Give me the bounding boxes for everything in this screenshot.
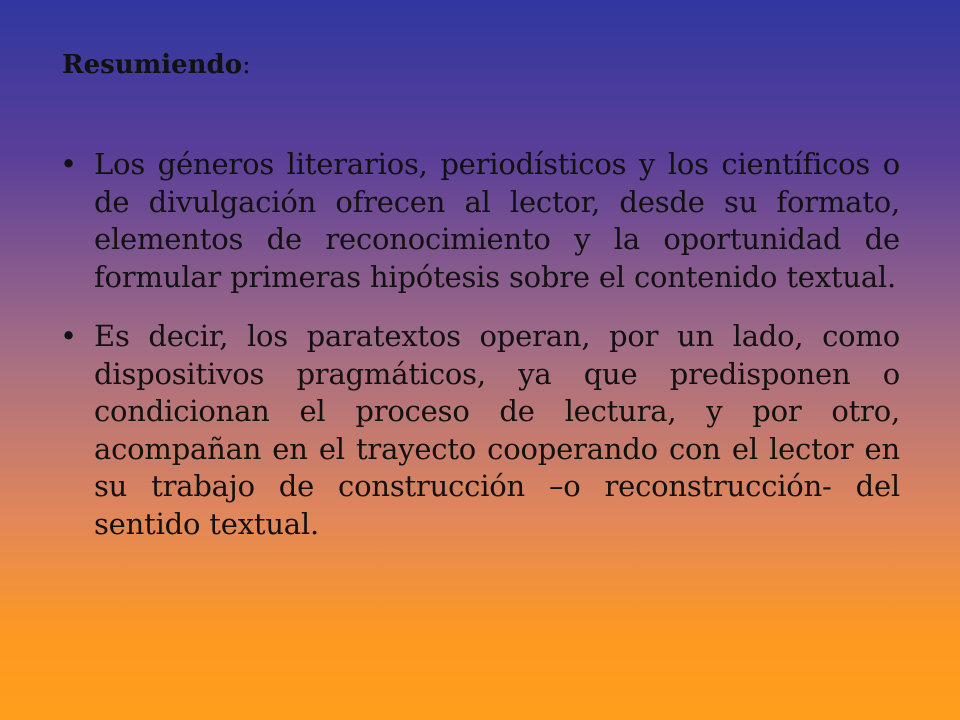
bullet-text: Los géneros literarios, periodísticos y los científicos o de divulgación ofrecen al lector, desde su formato, elementos de reconocimiento y la oportunidad de formular primeras hipótesis sobre el contenido textual.	[94, 147, 900, 294]
bullet-item-1	[60, 146, 900, 296]
heading-word: Resumiendo	[62, 50, 243, 80]
bullet-marker: •	[60, 147, 77, 181]
bullet-list	[60, 146, 900, 565]
bullet-text: Es decir, los paratextos operan, por un lado, como dispositivos pragmáticos, ya que predisponen o condicionan el proceso de lectura, y por otro, acompañan en el trayecto cooperando con el lector en su trabajo de construcción –o reconstrucción- del sentido textual.	[94, 319, 900, 541]
bullet-marker: •	[60, 319, 77, 353]
slide-heading	[62, 50, 251, 80]
bullet-item-2	[60, 318, 900, 543]
heading-colon: :	[242, 50, 251, 80]
